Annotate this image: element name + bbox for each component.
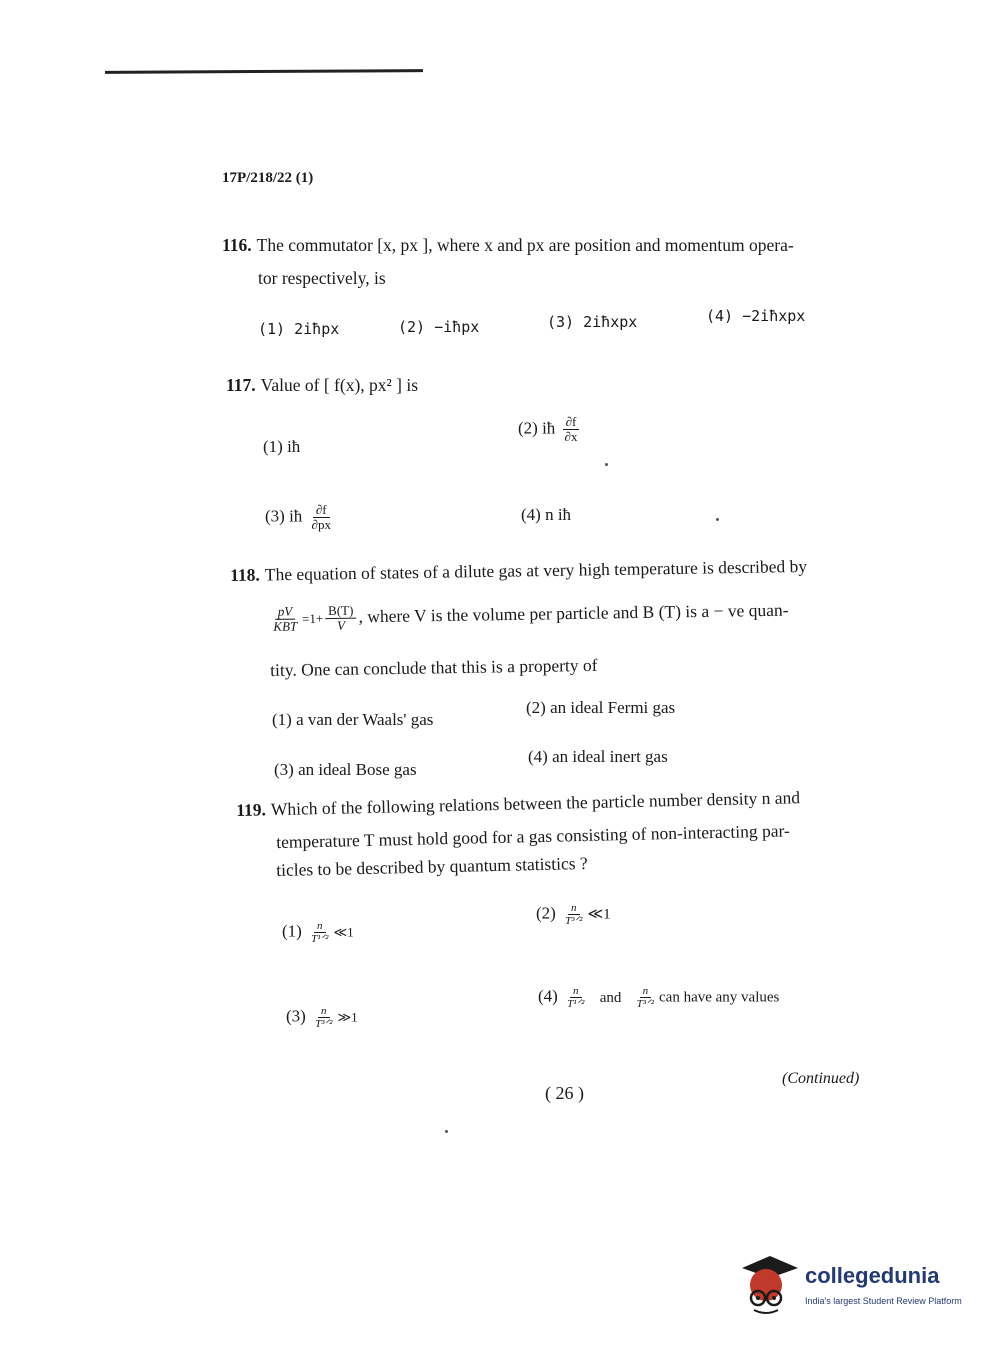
fraction-denominator: T³ᐟ² — [636, 998, 654, 1011]
continued-label: (Continued) — [782, 1070, 860, 1087]
q117-option-1[interactable]: (1) iħ — [263, 437, 301, 456]
relation: ≪1 — [587, 906, 611, 923]
option-label: (2) iħ — [518, 418, 556, 438]
fraction-denominator: T³ᐟ² — [315, 1018, 333, 1031]
fraction-numerator: ∂f — [563, 415, 580, 430]
question-number: 119. — [236, 799, 267, 820]
question-116-cont: tor respectively, is — [258, 268, 386, 288]
question-text: Which of the following relations between the particle number density n and — [270, 787, 801, 820]
speck — [445, 1130, 448, 1133]
top-rule — [105, 69, 423, 74]
q117-option-4[interactable]: (4) n iħ — [521, 505, 572, 524]
fraction — [564, 985, 587, 1010]
q118-option-4[interactable]: (4) an ideal inert gas — [528, 747, 668, 766]
q117-option-2[interactable] — [518, 415, 582, 445]
q118-option-1[interactable]: (1) a van der Waals' gas — [272, 710, 434, 729]
fraction-denominator: ∂px — [311, 517, 331, 533]
logo-wordmark: collegedunia — [805, 1263, 940, 1288]
fraction-numerator: n — [640, 985, 652, 998]
q116-option-3[interactable]: (3) 2iħxpx — [547, 313, 638, 331]
fraction — [312, 1005, 335, 1030]
paper-code: 17P/218/22 (1) — [222, 170, 314, 186]
q116-option-4[interactable]: (4) −2iħxpx — [706, 307, 806, 325]
equation-fraction — [270, 604, 300, 634]
conjunction: and — [599, 989, 622, 1006]
equation-operator: =1+ — [301, 610, 324, 627]
q119-option-2[interactable] — [536, 902, 611, 927]
question-119-line2: temperature T must hold good for a gas consisting of non-interacting par- — [276, 820, 790, 852]
fraction-numerator: B(T) — [325, 604, 357, 620]
fraction-denominator: V — [336, 618, 346, 634]
fraction — [634, 985, 657, 1010]
equation-fraction — [325, 604, 357, 634]
fraction-numerator: n — [570, 985, 582, 998]
fraction-denominator: ∂x — [564, 429, 578, 445]
q116-option-2[interactable]: (2) −iħpx — [398, 318, 480, 336]
question-118 — [230, 555, 870, 587]
question-118-equation-line — [268, 596, 868, 635]
fraction-numerator: pV — [275, 605, 296, 621]
question-117 — [226, 375, 418, 397]
question-text: Value of [ f(x), px² ] is — [260, 375, 419, 395]
fraction-numerator: n — [314, 920, 326, 933]
fraction-denominator: T¹ᐟ² — [311, 933, 329, 946]
q118-option-3[interactable]: (3) an ideal Bose gas — [274, 760, 417, 779]
option-label: (3) — [286, 1006, 306, 1026]
fraction-numerator: n — [318, 1005, 330, 1018]
question-number: 116. — [222, 235, 252, 255]
fraction — [309, 503, 334, 533]
page-number: ( 26 ) — [545, 1083, 584, 1103]
question-number: 118. — [230, 564, 260, 585]
question-text: The commutator [x, px ], where x and px are position and momentum opera- — [256, 235, 794, 255]
option-label: (1) — [282, 921, 302, 941]
relation: ≪1 — [333, 924, 354, 940]
option-text: can have any values — [659, 989, 780, 1006]
fraction-denominator: KBT — [273, 618, 298, 635]
fraction — [562, 415, 581, 445]
fraction-denominator: T³ᐟ² — [565, 915, 583, 928]
fraction — [562, 902, 585, 927]
question-119-line3: ticles to be described by quantum statistics ? — [276, 852, 588, 880]
question-116 — [222, 235, 862, 257]
q119-option-1[interactable] — [282, 920, 354, 945]
q118-option-2[interactable]: (2) an ideal Fermi gas — [526, 698, 676, 717]
fraction — [308, 920, 331, 945]
q116-option-1[interactable]: (1) 2iħpx — [258, 320, 340, 338]
question-118-cont: tity. One can conclude that this is a property of — [270, 654, 598, 680]
relation: ≫1 — [337, 1009, 358, 1025]
option-label: (4) — [538, 986, 558, 1006]
question-text: , where V is the volume per particle and B (T) is a − ve quan- — [358, 599, 789, 627]
question-number: 117. — [226, 375, 256, 395]
q119-option-3[interactable] — [286, 1005, 358, 1030]
q119-option-4[interactable] — [538, 985, 779, 1010]
speck — [716, 518, 719, 521]
q117-option-3[interactable] — [265, 503, 336, 533]
mascot-icon — [742, 1256, 798, 1313]
speck — [605, 463, 608, 466]
option-label: (3) iħ — [265, 506, 303, 526]
logo-tagline: India's largest Student Review Platform — [805, 1296, 962, 1306]
question-119 — [236, 785, 876, 821]
option-label: (2) — [536, 903, 556, 923]
question-text: The equation of states of a dilute gas at very high temperature is described by — [264, 555, 808, 585]
fraction-numerator: ∂f — [313, 503, 330, 518]
fraction-numerator: n — [568, 902, 580, 915]
fraction-denominator: T¹ᐟ² — [567, 998, 585, 1011]
